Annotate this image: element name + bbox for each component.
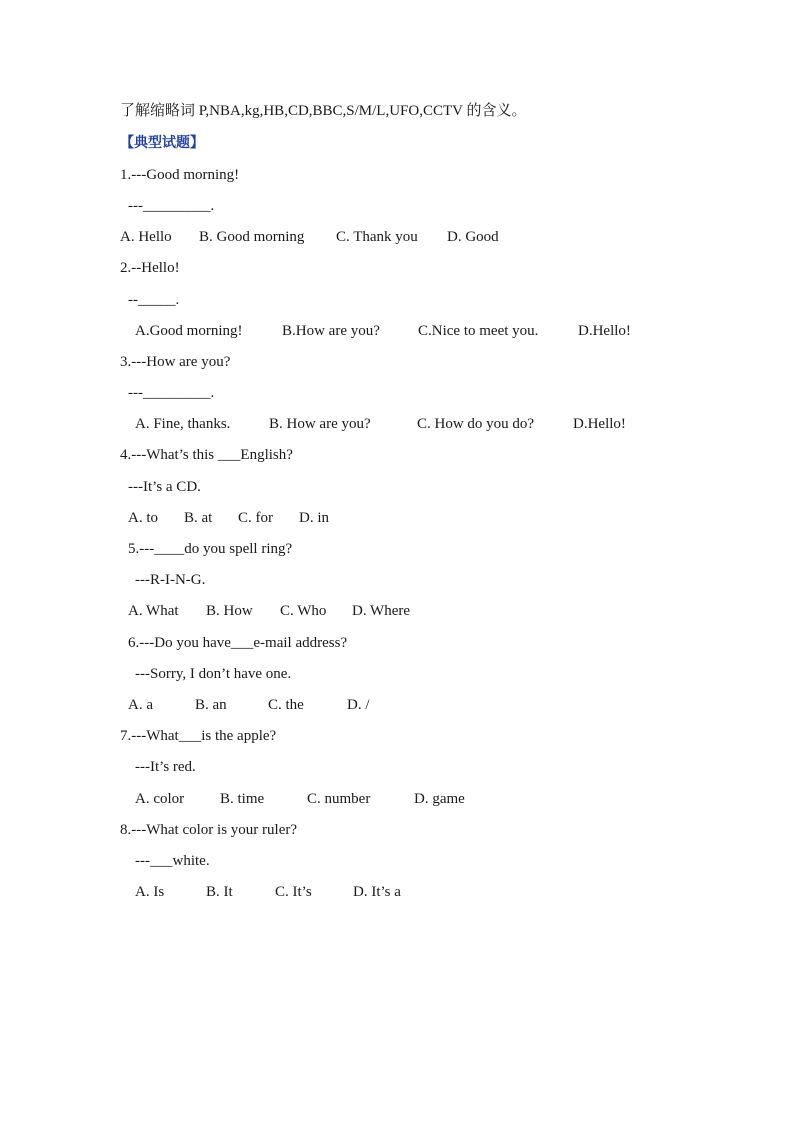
answer-blank: ____ bbox=[154, 541, 185, 557]
prompt-start: 4.---What’s this bbox=[120, 447, 218, 463]
option-d: D. Good bbox=[447, 229, 499, 245]
option-a: A. Fine, thanks. bbox=[135, 416, 231, 432]
question-5-answer: ---R-I-N-G. bbox=[135, 572, 206, 588]
prompt-end: English? bbox=[240, 447, 293, 463]
option-b: B. time bbox=[220, 791, 265, 807]
option-c: C. Who bbox=[280, 603, 327, 619]
question-4-answer: ---It’s a CD. bbox=[128, 479, 201, 495]
option-c: C.Nice to meet you. bbox=[418, 323, 539, 339]
question-5-prompt bbox=[128, 539, 292, 559]
answer-suffix: . bbox=[175, 292, 180, 308]
question-8-prompt: 8.---What color is your ruler? bbox=[120, 822, 298, 838]
option-c: C. the bbox=[268, 697, 304, 713]
question-4-options bbox=[128, 508, 728, 528]
answer-suffix: . bbox=[210, 385, 215, 401]
option-b: B. How bbox=[206, 603, 253, 619]
option-d: D. Where bbox=[352, 603, 411, 619]
question-2-answer bbox=[128, 290, 179, 310]
option-a: A.Good morning! bbox=[135, 323, 243, 339]
question-3-prompt: 3.---How are you? bbox=[120, 354, 231, 370]
answer-suffix: . bbox=[210, 198, 215, 214]
question-6-prompt bbox=[128, 633, 347, 653]
option-d: D. in bbox=[299, 510, 329, 526]
answer-blank: ___ bbox=[150, 853, 173, 869]
question-7-prompt bbox=[120, 726, 276, 746]
option-c: C. How do you do? bbox=[417, 416, 535, 432]
prompt-start: 7.---What bbox=[120, 728, 179, 744]
answer-blank: ___ bbox=[178, 728, 202, 744]
option-b: B. an bbox=[195, 697, 227, 713]
answer-blank: ___ bbox=[230, 635, 254, 651]
option-a: A. a bbox=[128, 697, 153, 713]
option-a: A. What bbox=[128, 603, 179, 619]
answer-blank: _____ bbox=[138, 292, 176, 308]
question-2-prompt: 2.--Hello! bbox=[120, 260, 180, 276]
question-6-options bbox=[128, 695, 728, 715]
prompt-start: 5.--- bbox=[128, 541, 155, 557]
question-1-options bbox=[120, 227, 720, 247]
question-2-options bbox=[135, 321, 735, 341]
option-c: C. number bbox=[307, 791, 371, 807]
prompt-end: e-mail address? bbox=[253, 635, 348, 651]
option-d: D. / bbox=[347, 697, 370, 713]
question-1-answer bbox=[128, 196, 214, 216]
option-c: C. for bbox=[238, 510, 273, 526]
answer-blank: ___ bbox=[217, 447, 241, 463]
option-b: B. It bbox=[206, 884, 233, 900]
question-8-options bbox=[135, 882, 735, 902]
option-c: C. Thank you bbox=[336, 229, 418, 245]
question-8-answer bbox=[135, 851, 210, 871]
option-d: D.Hello! bbox=[578, 323, 631, 339]
question-4-prompt bbox=[120, 445, 293, 465]
question-6-answer: ---Sorry, I don’t have one. bbox=[135, 666, 292, 682]
answer-prefix: --- bbox=[128, 198, 143, 214]
option-b: B. How are you? bbox=[269, 416, 371, 432]
prompt-end: is the apple? bbox=[201, 728, 277, 744]
question-3-answer bbox=[128, 383, 214, 403]
option-a: A. Is bbox=[135, 884, 165, 900]
section-heading: 【典型试题】 bbox=[120, 135, 204, 151]
option-a: A. color bbox=[135, 791, 185, 807]
intro-text: 了解缩略词 P,NBA,kg,HB,CD,BBC,S/M/L,UFO,CCTV 的含义。 bbox=[120, 103, 527, 119]
option-d: D. It’s a bbox=[353, 884, 401, 900]
option-d: D.Hello! bbox=[573, 416, 626, 432]
answer-prefix: -- bbox=[128, 292, 138, 308]
answer-prefix: --- bbox=[128, 385, 143, 401]
question-7-answer: ---It’s red. bbox=[135, 759, 196, 775]
option-d: D. game bbox=[414, 791, 465, 807]
option-b: B. Good morning bbox=[199, 229, 305, 245]
answer-blank: _________ bbox=[143, 198, 211, 214]
question-7-options bbox=[135, 789, 735, 809]
option-c: C. It’s bbox=[275, 884, 312, 900]
option-b: B.How are you? bbox=[282, 323, 380, 339]
question-3-options bbox=[135, 414, 735, 434]
option-b: B. at bbox=[184, 510, 213, 526]
answer-suffix: white. bbox=[172, 853, 210, 869]
option-a: A. to bbox=[128, 510, 158, 526]
question-5-options bbox=[128, 601, 728, 621]
answer-prefix: --- bbox=[135, 853, 150, 869]
option-a: A. Hello bbox=[120, 229, 172, 245]
prompt-start: 6.---Do you have bbox=[128, 635, 231, 651]
answer-blank: _________ bbox=[143, 385, 211, 401]
prompt-end: do you spell ring? bbox=[184, 541, 293, 557]
question-1-prompt: 1.---Good morning! bbox=[120, 167, 240, 183]
